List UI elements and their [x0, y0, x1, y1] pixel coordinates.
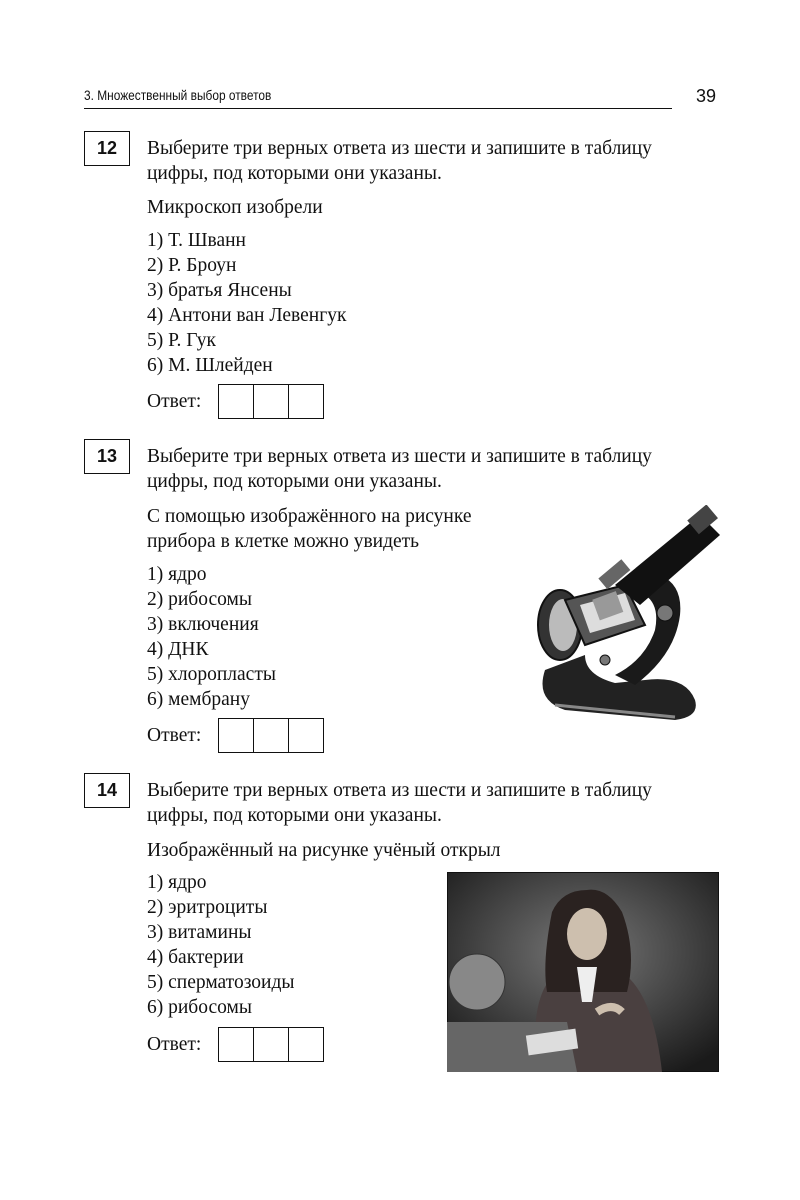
option: 5) Р. Гук — [147, 330, 217, 351]
answer-boxes — [218, 384, 324, 419]
question-number: 14 — [84, 773, 130, 808]
instruction-line: цифры, под которыми они указаны. — [147, 805, 442, 826]
option: 2) эритроциты — [147, 897, 268, 918]
answer-cell[interactable] — [254, 385, 289, 418]
answer-cell[interactable] — [289, 1028, 323, 1061]
instruction-line: цифры, под которыми они указаны. — [147, 163, 442, 184]
option: 6) рибосомы — [147, 997, 252, 1018]
instruction-line: Выберите три верных ответа из шести и запишите в таблицу — [147, 780, 652, 801]
option: 4) бактерии — [147, 947, 244, 968]
answer-cell[interactable] — [219, 385, 254, 418]
instruction-line: Выберите три верных ответа из шести и запишите в таблицу — [147, 138, 652, 159]
option: 4) Антони ван Левенгук — [147, 305, 347, 326]
instruction-line: Выберите три верных ответа из шести и запишите в таблицу — [147, 446, 652, 467]
option: 6) мембрану — [147, 689, 250, 710]
answer-cell[interactable] — [254, 1028, 289, 1061]
microscope-illustration — [525, 505, 725, 727]
option: 5) сперматозоиды — [147, 972, 295, 993]
option: 1) ядро — [147, 872, 207, 893]
question-prompt: С помощью изображённого на рисунке — [147, 506, 472, 527]
option: 5) хлоропласты — [147, 664, 276, 685]
answer-cell[interactable] — [289, 719, 323, 752]
answer-boxes — [218, 1027, 324, 1062]
option: 3) витамины — [147, 922, 252, 943]
answer-boxes — [218, 718, 324, 753]
instruction-line: цифры, под которыми они указаны. — [147, 471, 442, 492]
option: 3) братья Янсены — [147, 280, 292, 301]
option: 6) М. Шлейден — [147, 355, 273, 376]
answer-cell[interactable] — [254, 719, 289, 752]
question-prompt: прибора в клетке можно увидеть — [147, 531, 420, 552]
answer-cell[interactable] — [289, 385, 323, 418]
answer-label: Ответ: — [147, 391, 202, 412]
question-prompt: Микроскоп изобрели — [147, 197, 323, 218]
question-number: 13 — [84, 439, 130, 474]
scientist-portrait — [447, 872, 719, 1072]
answer-cell[interactable] — [219, 1028, 254, 1061]
question-number: 12 — [84, 131, 130, 166]
option: 4) ДНК — [147, 639, 209, 660]
option: 1) ядро — [147, 564, 207, 585]
question-prompt: Изображённый на рисунке учёный открыл — [147, 840, 501, 861]
option: 2) Р. Броун — [147, 255, 237, 276]
option: 3) включения — [147, 614, 259, 635]
option: 2) рибосомы — [147, 589, 252, 610]
answer-cell[interactable] — [219, 719, 254, 752]
running-header: 3. Множественный выбор ответов — [84, 87, 272, 103]
header-rule — [84, 108, 672, 109]
answer-label: Ответ: — [147, 725, 202, 746]
answer-label: Ответ: — [147, 1034, 202, 1055]
page-number: 39 — [695, 86, 716, 106]
option: 1) Т. Шванн — [147, 230, 246, 251]
